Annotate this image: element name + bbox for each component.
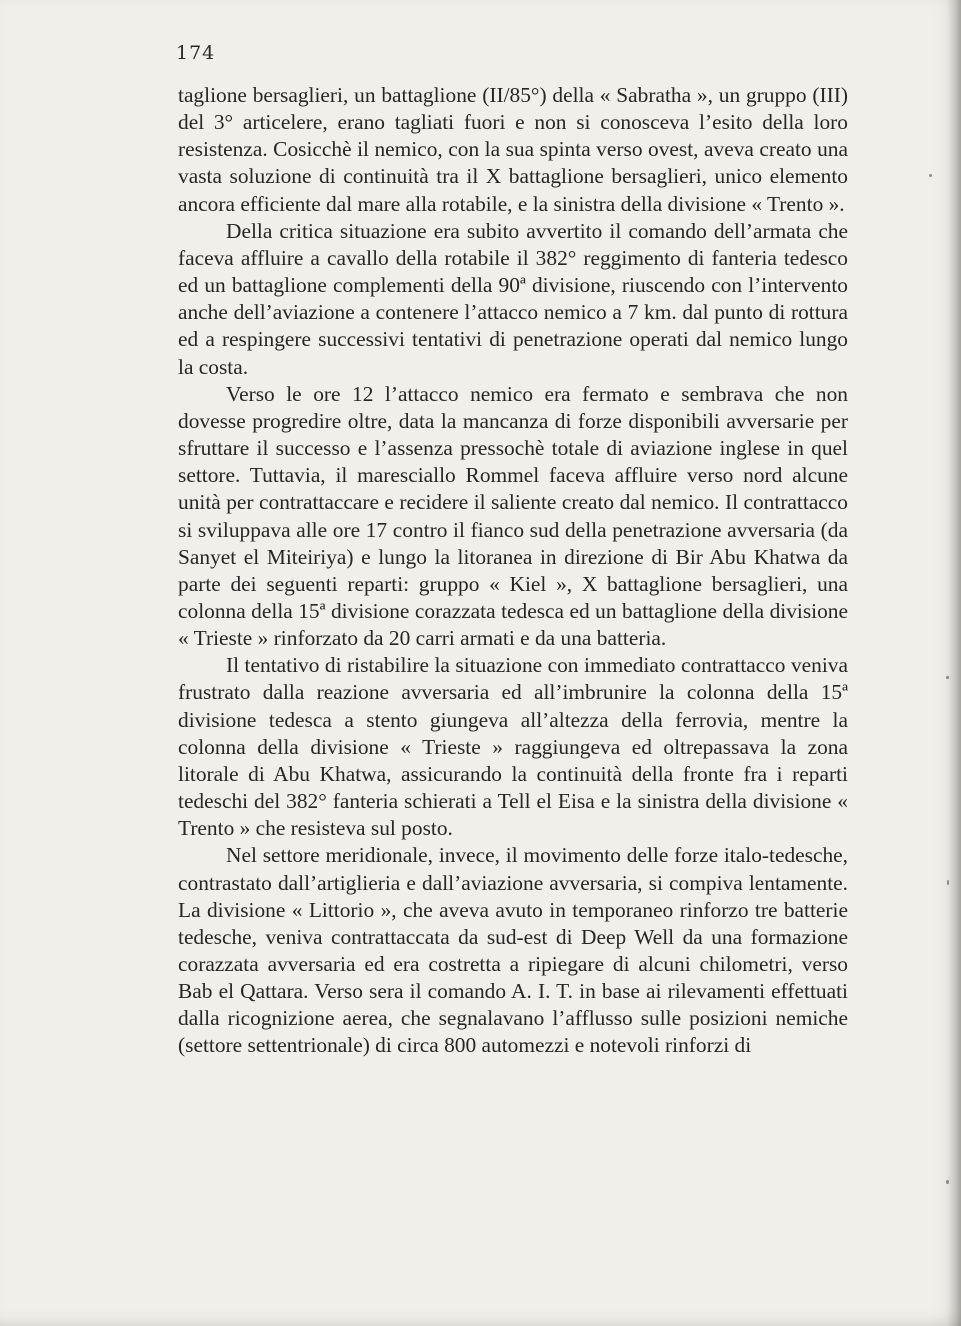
paragraph-1: taglione bersaglieri, un battaglione (II/85°) della « Sabratha », un gruppo (III) del 3° articelere, erano tagliati fuori e non si conosceva l’esito della loro resistenza. Cosicchè il nemico, con la sua spinta verso ovest, aveva creato una vasta soluzione di continuità tra il X battaglione bersaglieri, unico elemento ancora efficiente dal mare alla rotabile, e la sinistra della divisione « Trento ».	[178, 83, 848, 216]
scan-speck	[947, 880, 949, 885]
page-edge-shadow	[947, 0, 961, 1326]
page-number: 174	[176, 42, 216, 64]
paragraph-3: Verso le ore 12 l’attacco nemico era fermato e sembrava che non dovesse progredire oltre, data la mancanza di forze disponibili avversarie per sfruttare il successo e l’assenza pressochè totale di aviazione inglese in quel settore. Tuttavia, il maresciallo Rommel faceva affluire verso nord alcune unità per contrattaccare e recidere il saliente creato dal nemico. Il contrattacco si sviluppava alle ore 17 contro il fianco sud della penetrazione avversaria (da Sanyet el Miteiriya) e lungo la litoranea in direzione di Bir Abu Khatwa da parte dei seguenti reparti: gruppo « Kiel », X battaglione bersaglieri, una colonna della 15ª divisione corazzata tedesca ed un battaglione della divisione « Trieste » rinforzato da 20 carri armati e da una batteria.	[178, 381, 848, 651]
paragraph-2: Della critica situazione era subito avvertito il comando dell’armata che faceva affluire a cavallo della rotabile il 382° reggimento di fanteria tedesco ed un battaglione complementi della 90ª divisione, riuscendo con l’intervento anche dell’aviazione a contenere l’attacco nemico a 7 km. dal punto di rottura ed a respingere successivi tentativi di penetrazione operati dal nemico lungo la costa.	[178, 218, 848, 379]
scan-speck	[946, 1180, 949, 1184]
paragraph-5: Nel settore meridionale, invece, il movimento delle forze italo-tedesche, contrastato dall’artiglieria e dall’aviazione avversaria, si compiva lentamente. La divisione « Littorio », che aveva avuto in temporaneo rinforzo tre batterie tedesche, veniva contrattaccata da sud-est di Deep Well da una formazione corazzata avversaria ed era costretta a ripiegare di alcuni chilometri, verso Bab el Qattara. Verso sera il comando A. I. T. in base ai rilevamenti effettuati dalla ricognizione aerea, che segnalavano l’afflusso sulle posizioni nemiche (settore settentrionale) di circa 800 automezzi e notevoli rinforzi di	[178, 843, 848, 1058]
scan-speck	[946, 676, 949, 679]
paragraph-4: Il tentativo di ristabilire la situazione con immediato contrattacco veniva frustrato dalla reazione avversaria ed all’imbrunire la colonna della 15ª divisione tedesca a stento giungeva all’altezza della ferrovia, mentre la colonna della divisione « Trieste » raggiungeva ed oltrepassava la zona litorale di Abu Khatwa, assicurando la continuità della fronte fra i reparti tedeschi del 382° fanteria schierati a Tell el Eisa e la sinistra della divisione « Trento » che resisteva sul posto.	[178, 653, 848, 841]
body-text	[178, 82, 848, 1060]
scan-speck	[929, 174, 932, 177]
